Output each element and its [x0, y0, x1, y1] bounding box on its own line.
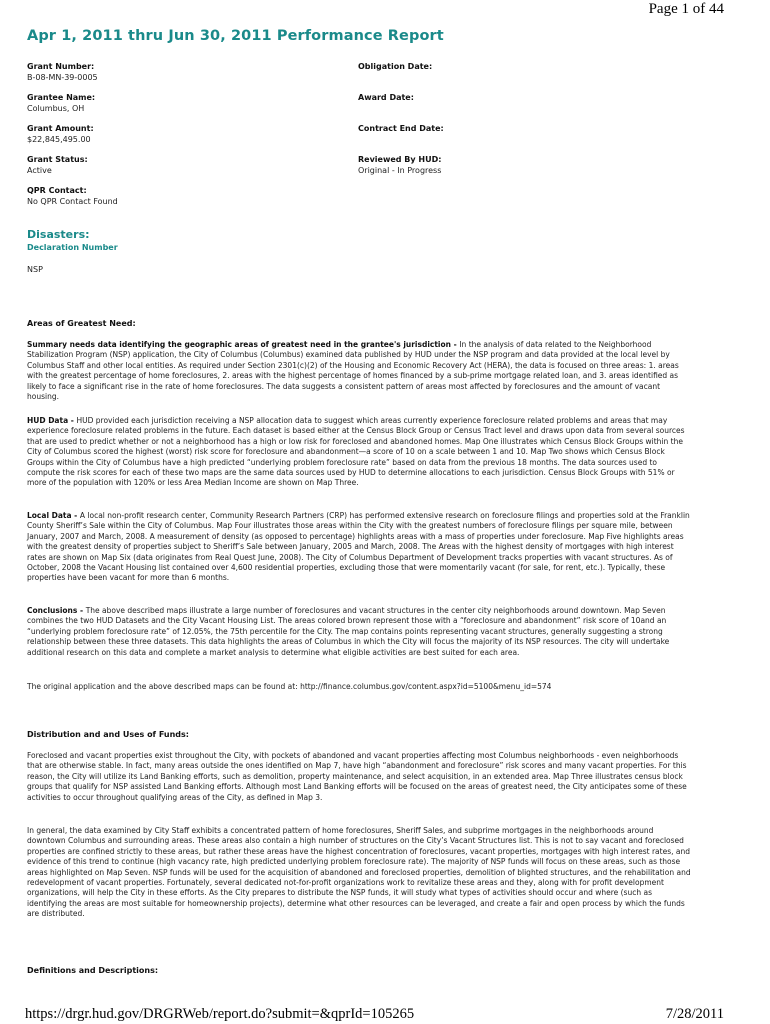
grant-amount-label: Grant Amount: — [27, 124, 94, 133]
award-date-label: Award Date: — [358, 93, 414, 102]
obligation-date-field — [358, 61, 432, 72]
contract-end-date-label: Contract End Date: — [358, 124, 444, 133]
qpr-contact-field — [27, 185, 118, 207]
page-number: Page 1 of 44 — [648, 1, 724, 17]
hud-data-text: HUD provided each jurisdiction receiving a NSP allocation data to suggest which areas currently experience foreclosure related problems and areas that may experience foreclosure related problems in the future. Each dataset is based either at the Census Block Group or Census Tract level and draws upon data from several sources that are used to predict whether or not a neighborhood has a high or low risk for foreclosed and abandoned homes. Map One illustrates which Census Block Groups within the City of Columbus scored the highest (worst) risk score for foreclosure and abandonment—a score of 10 on a scale between 1 and 10. Map Two shows which Census Block Groups within the City of Columbus have a high predicted “underlying problem foreclosure rate” based on data from the previous 18 months. The data sources used to compute the risk scores for each of these two maps are the same data sources used by HUD to determine allocations to each jurisdiction. Census Block Groups with 51% or more of the population with 120% or less Area Median Income are shown on Map Three. — [27, 416, 685, 488]
distribution-paragraph-2: In general, the data examined by City Staff exhibits a concentrated pattern of home foreclosures, Sheriff Sales, and subprime mortgages in the neighborhoods around downtown Columbus and surrounding areas. These areas also contain a high number of structures on the City’s Vacant Structures list. This is not to say vacant and foreclosed properties are confined strictly to these areas, but rather these areas have the highest concentration of foreclosures, vacant properties, mortgages with high interest rates, and evidence of this trend to continue (high vacancy rate, high predicted underlying problem foreclosure rate). The majority of NSP funds will focus on these areas, such as those areas highlighted on Map Seven. NSP funds will be used for the acquisition of abandoned and foreclosed properties, demolition of blighted structures, and the rehabilitation and redevelopment of vacant properties. Fortunately, several dedicated not-for-profit organizations work to revitalize these areas and they, along with for profit development organizations, will help the City in these efforts. As the City prepares to distribute the NSP funds, it will study what types of activities should occur and where (such as identifying the areas are most suitable for homeownership projects), determine what other resources can be leveraged, and create a fair and open process by which the funds are distributed. — [27, 826, 691, 919]
reviewed-by-hud-field — [358, 154, 441, 176]
summary-paragraph — [27, 340, 692, 402]
obligation-date-label: Obligation Date: — [358, 62, 433, 71]
grantee-name-value: Columbus, OH — [27, 104, 85, 113]
grantee-name-field — [27, 92, 95, 114]
local-data-text: A local non-profit research center, Community Research Partners (CRP) has performed extensive research on foreclosure filings and properties sold at the Franklin County Sheriff’s Sale within the City of Columbus. Map Four illustrates those areas within the City with the greatest numbers of foreclosure filings per square mile, between January, 2007 and March, 2008. A measurement of density (as opposed to percentage) highlights areas with a mass of properties under foreclosure. Map Five highlights areas with the greatest density of properties subject to Sheriff’s Sale between January, 2005 and March, 2008. The Areas with the highest density of mortgages with high interest rates are shown on Map Six (data originates from Real Quest June, 2008). The City of Columbus Department of Development tracks properties with vacant structures. As of October, 2008 the Vacant Housing list contained over 4,600 residential properties, excluding those that were momentarily vacant (for sale, for rent, etc.). Typically, these properties have been vacant for more than 6 months. — [27, 511, 690, 583]
distribution-heading: Distribution and and Uses of Funds: — [27, 730, 189, 739]
grant-status-field — [27, 154, 88, 176]
summary-text: In the analysis of data related to the Neighborhood Stabilization Program (NSP) application, the City of Columbus (Columbus) examined data published by HUD under the NSP program and data provided at the local level by Columbus Staff and other local entities. As required under Section 2301(c)(2) of the Housing and Economic Recovery Act (HERA), the data is focused on three areas: 1. areas with the greatest percentage of home foreclosures, 2. areas with the highest percentage of homes financed by a sub-prime mortgage related loan, and 3. areas identified as likely to face a significant rise in the rate of home foreclosures. The data suggests a consistent pattern of areas most affected by foreclosures and the amount of vacant housing. — [27, 340, 679, 402]
disasters-heading: Disasters: — [27, 228, 90, 241]
distribution-paragraph-1: Foreclosed and vacant properties exist throughout the City, with pockets of abandoned and vacant properties affecting most Columbus neighborhoods - even neighborhoods that are otherwise stable. In fact, many areas outside the ones identified on Map 7, have high “abandonment and foreclosure” risk scores and many vacant properties. For this reason, the City will utilize its Land Banking efforts, such as demolition, property maintenance, and select acquisition, in an extended area. Map Three illustrates census block groups that qualify for NSP assisted Land Banking efforts. Although most Land Banking efforts will be focused on the areas of greatest need, the City anticipates some of these activities to occur throughout qualifying areas of the City, as defined in Map 3. — [27, 751, 687, 802]
summary-lead: Summary needs data identifying the geographic areas of greatest need in the grantee's jurisdiction - — [27, 340, 460, 349]
hud-data-paragraph — [27, 416, 692, 489]
conclusions-lead: Conclusions - — [27, 606, 86, 615]
footer-date: 7/28/2011 — [665, 1006, 724, 1022]
hud-data-lead: HUD Data - — [27, 416, 77, 425]
award-date-field — [358, 92, 414, 103]
declaration-number-value: NSP — [27, 265, 43, 274]
grant-status-label: Grant Status: — [27, 155, 88, 164]
reviewed-by-hud-value: Original - In Progress — [358, 166, 442, 175]
contract-end-date-field — [358, 123, 444, 134]
conclusions-text: The above described maps illustrate a large number of foreclosures and vacant structures in the center city neighborhoods around downtown. Map Seven combines the two HUD Datasets and the City Vacant Housing List. The areas colored brown represent those with a “foreclosure and abandonment” risk score of 10and an “underlying problem foreclosure rate” of 12.05%, the 75th percentile for the City. The map contains points representing vacant structures, generally suggesting a strong relationship between these three datasets. This data highlights the areas of Columbus in which the City will focus the majority of its NSP resources. The city will undertake additional research on this data and complete a market analysis to determine what eligible activities are best suited for each area. — [27, 606, 670, 657]
local-data-paragraph — [27, 511, 692, 584]
original-application-text: The original application and the above described maps can be found at: http://finance.columbus.gov/content.aspx?id=5100&menu_id=574 — [27, 682, 552, 691]
qpr-contact-label: QPR Contact: — [27, 186, 87, 195]
grantee-name-label: Grantee Name: — [27, 93, 96, 102]
grant-status-value: Active — [27, 166, 52, 175]
areas-heading: Areas of Greatest Need: — [27, 319, 136, 328]
grant-number-field — [27, 61, 98, 83]
grant-number-value: B-08-MN-39-0005 — [27, 73, 98, 82]
qpr-contact-value: No QPR Contact Found — [27, 197, 118, 206]
report-title: Apr 1, 2011 thru Jun 30, 2011 Performance Report — [27, 28, 444, 44]
reviewed-by-hud-label: Reviewed By HUD: — [358, 155, 442, 164]
declaration-number-header: Declaration Number — [27, 243, 118, 252]
local-data-lead: Local Data - — [27, 511, 80, 520]
grant-amount-field — [27, 123, 94, 145]
footer-url: https://drgr.hud.gov/DRGRWeb/report.do?submit=&qprId=105265 — [25, 1006, 415, 1022]
conclusions-paragraph — [27, 606, 692, 658]
grant-amount-value: $22,845,495.00 — [27, 135, 91, 144]
grant-number-label: Grant Number: — [27, 62, 95, 71]
definitions-heading: Definitions and Descriptions: — [27, 966, 159, 975]
